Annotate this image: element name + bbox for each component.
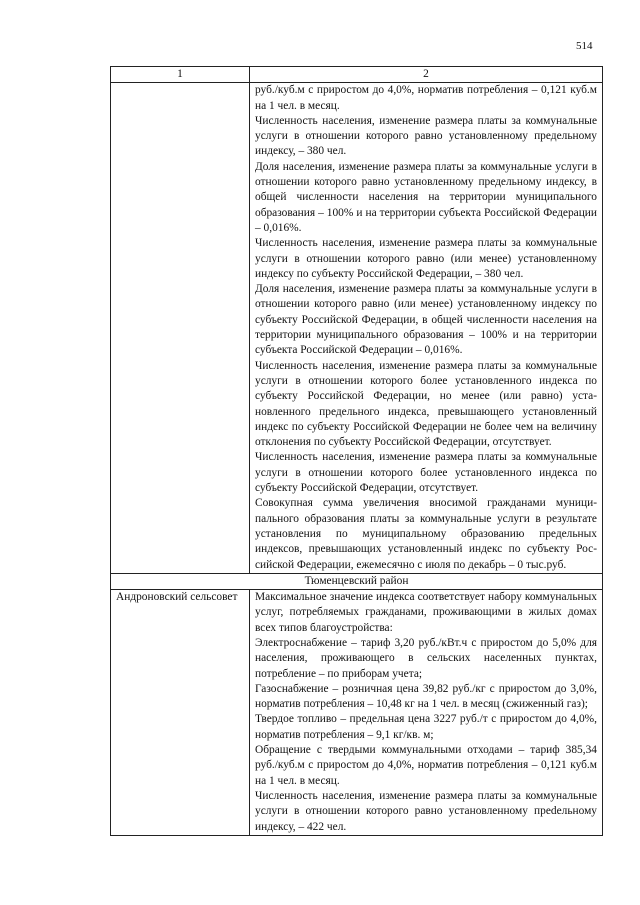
paragraph: Доля населения, изменение размера платы за коммунальные услуги в отношении которого равно (или менее) установленному индексу по субъекту Российской Федерации, в общей численности населения на территории муниципального образования – 100% и на территории субъекта Российской Федерации – 0,016%. xyxy=(255,283,597,357)
data-table xyxy=(110,66,603,836)
paragraph: Обращение с твердыми коммунальными отходами – тариф 385,34 руб./куб.м с приростом до 4,0%, норматив потребления – 0,121 куб.м на 1 чел. в месяц. xyxy=(255,744,597,787)
paragraph: Твердое топливо – предельная цена 3227 руб./т с приростом до 4,0%, норматив потребления – 9,1 кг/кв. м; xyxy=(255,713,597,741)
table-header-row xyxy=(111,67,603,83)
paragraph: Численность населения, изменение размера платы за коммунальные услуги в отношении которого равно установленному предельному индексу, – 380 чел. xyxy=(255,114,597,158)
paragraph: Численность населения, изменение размера платы за коммунальные услуги в отношении которого равно (или менее) установленному индексу по субъекту Российской Федерации, – 380 чел. xyxy=(255,237,597,280)
paragraph: Максимальное значение индекса соответствует набору коммунальных услуг, потребляемых гражданами, проживающими в жилых домах всех типов благоустройства: xyxy=(255,591,597,634)
table-row-entry xyxy=(111,590,603,836)
district-row xyxy=(111,573,603,589)
municipality-name-cell xyxy=(111,83,250,574)
column-header-2: 2 xyxy=(250,67,603,83)
paragraph: руб./куб.м с приростом до 4,0%, норматив потребления – 0,121 куб.м на 1 чел. в месяц. xyxy=(255,84,597,112)
paragraph: Численность населения, изменение размера платы за коммунальные услуги в отношении которого более установленного индекса по субъекту Российской Федерации, но менее (или равно) установленного предельного индекса, превышающего установленный индекс по субъекту Российской Федерации не более чем на величину отклонения по субъекту Российской Федерации, отсутствует. xyxy=(255,359,597,449)
municipality-name-cell: Андроновский сельсовет xyxy=(111,590,250,836)
district-heading: Тюменцевский район xyxy=(111,573,603,589)
paragraph: Численность населения, изменение размера платы за коммунальные услуги в отношении которого равно установленному преdельному индексу, – 422 чел. xyxy=(255,789,597,833)
page-number: 514 xyxy=(576,40,593,52)
paragraph: Совокупная сумма увеличения вносимой гражданами муниципального образования платы за коммунальные услуги в результате установления по муниципальному образованию предельных индексов, превышающих установленный индекс по субъекту Российской Федерации, ежемесячно с июля по декабрь – 0 тыс.руб. xyxy=(255,497,597,571)
paragraph: Электроснабжение – тариф 3,20 руб./кВт.ч с приростом до 5,0% для населения, проживающего в сельских населенных пунктах, потребление – по приборам учета; xyxy=(255,636,597,680)
table-row-continuation xyxy=(111,83,603,574)
paragraph: Доля населения, изменение размера платы за коммунальные услуги в отношении которого равно установленному предельному индексу, в общей численности населения на территории муниципального образования – 100% и на территории субъекта Российской Федерации – 0,016%. xyxy=(255,160,597,234)
paragraph: Газоснабжение – розничная цена 39,82 руб./кг с приростом до 3,0%, норматив потребления – 10,48 кг на 1 чел. в месяц (сжиженный газ); xyxy=(255,682,597,711)
column-header-1: 1 xyxy=(111,67,250,83)
paragraph: Численность населения, изменение размера платы за коммунальные услуги в отношении которого более установленного индекса по субъекту Российской Федерации, отсутствует. xyxy=(255,451,597,495)
indicator-text-cell xyxy=(250,590,603,836)
indicator-text-cell xyxy=(250,83,603,574)
